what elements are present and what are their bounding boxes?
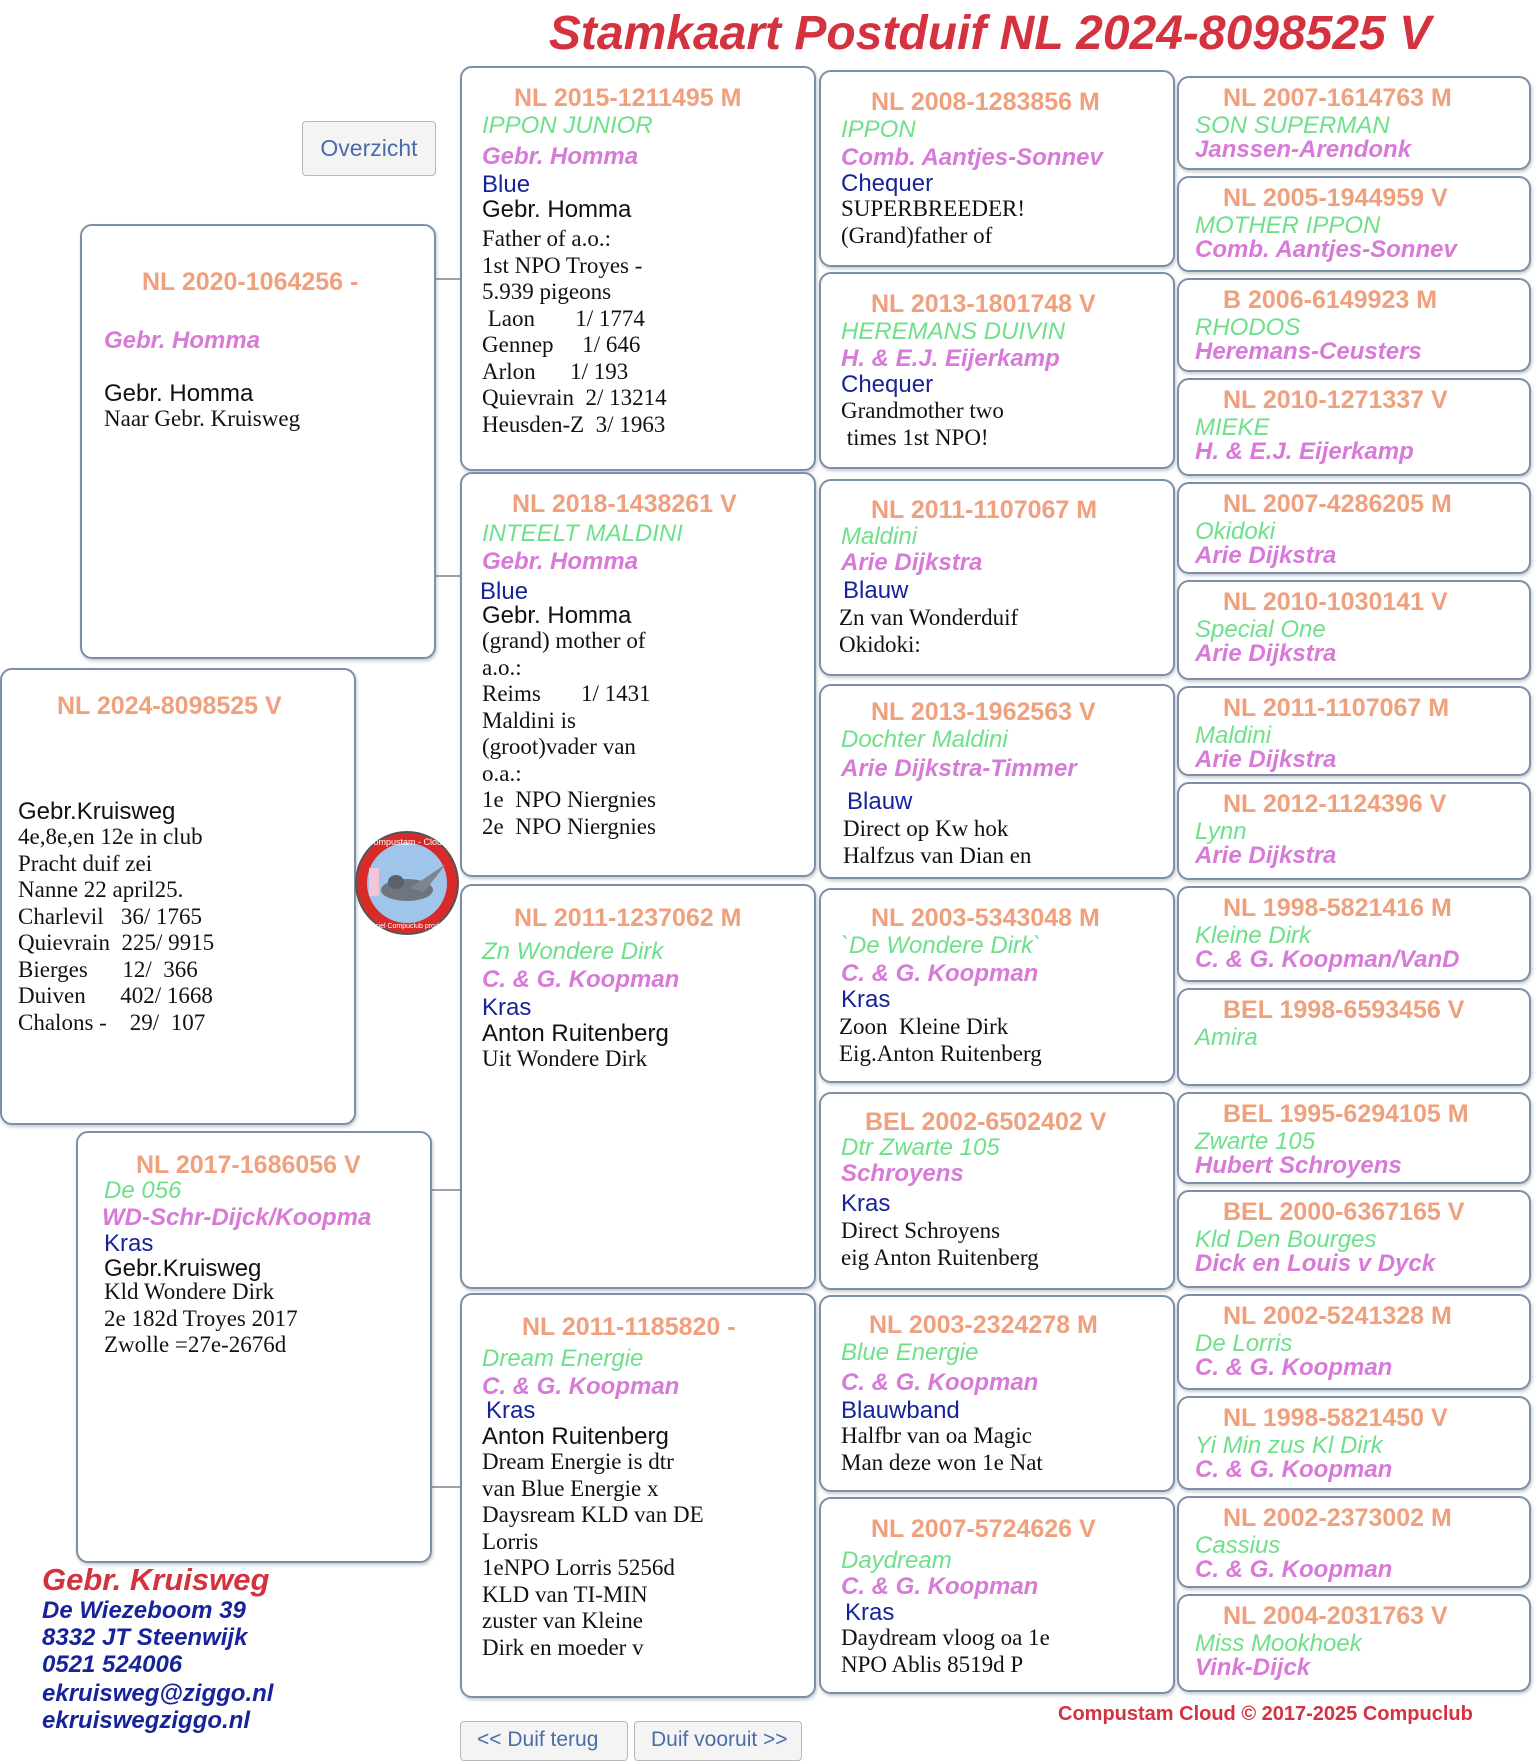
breeder-name: C. & G. Koopman xyxy=(1195,1556,1393,1583)
breeder-name: Janssen-Arendonk xyxy=(1195,136,1412,163)
pigeon-name: IPPON JUNIOR xyxy=(482,112,653,139)
pigeon-name: Cassius xyxy=(1195,1532,1281,1559)
pedigree-notes: Daydream vloog oa 1e NPO Ablis 8519d P xyxy=(841,1625,1050,1677)
color-field: Kras xyxy=(841,986,891,1013)
breeder-name: Gebr. Homma xyxy=(104,327,261,354)
ring-number: NL 2003-2324278 M xyxy=(869,1311,1098,1339)
pigeon-name: `De Wondere Dirk` xyxy=(841,932,1042,959)
pigeon-name: Blue Energie xyxy=(841,1339,979,1366)
pigeon-name: Dochter Maldini xyxy=(841,726,1008,753)
pigeon-card-g10[interactable] xyxy=(1177,988,1531,1086)
pedigree-notes: Direct Schroyens eig Anton Ruitenberg xyxy=(841,1218,1039,1270)
breeder-name: Gebr. Homma xyxy=(482,548,639,575)
pigeon-name: RHODOS xyxy=(1195,314,1301,341)
ring-number: NL 2010-1271337 V xyxy=(1223,386,1448,414)
contact-website-link[interactable]: ekruiswegziggo.nl xyxy=(42,1707,251,1734)
pigeon-card-g14[interactable] xyxy=(1177,1396,1531,1490)
owner-name: Gebr. Homma xyxy=(104,380,254,407)
pigeon-name: Dream Energie xyxy=(482,1345,644,1372)
ring-number: NL 2011-1237062 M xyxy=(514,904,742,932)
ring-number: NL 2012-1124396 V xyxy=(1223,790,1447,818)
ring-number: NL 2007-1614763 M xyxy=(1223,84,1452,112)
pedigree-notes: Halfbr van oa Magic Man deze won 1e Nat xyxy=(841,1423,1043,1475)
pedigree-notes: Naar Gebr. Kruisweg xyxy=(104,406,301,431)
breeder-name: WD-Schr-Dijck/Koopma xyxy=(102,1204,372,1231)
pigeon-card-g13[interactable] xyxy=(1177,1294,1531,1390)
pigeon-card-fm[interactable] xyxy=(460,472,816,877)
owner-name: Gebr. Homma xyxy=(482,196,632,223)
ring-number: NL 2007-5724626 V xyxy=(871,1515,1096,1543)
breeder-name: C. & G. Koopman xyxy=(482,1373,680,1400)
ring-number: BEL 1998-6593456 V xyxy=(1223,996,1465,1024)
pedigree-notes: Dream Energie is dtr van Blue Energie x Daysream KLD van DE Lorris 1eNPO Lorris 5256d KLD van TI-MIN zuster van Kleine Dirk en moeder v xyxy=(482,1449,704,1660)
pedigree-notes: (grand) mother of a.o.: Reims 1/ 1431 Maldini is (groot)vader van o.a.: 1e NPO Niergnies 2e NPO Niergnies xyxy=(482,628,656,839)
pigeon-card-father[interactable] xyxy=(80,224,436,659)
pigeon-name: Special One xyxy=(1195,616,1326,643)
color-field: Kras xyxy=(482,994,532,1021)
pigeon-card-fmm[interactable] xyxy=(819,684,1175,879)
breeder-name: Arie Dijkstra xyxy=(1195,640,1337,667)
pigeon-card-g9[interactable] xyxy=(1177,886,1531,982)
color-field: Chequer xyxy=(841,371,934,398)
ring-number: NL 1998-5821416 M xyxy=(1223,894,1452,922)
pigeon-name: Yi Min zus Kl Dirk xyxy=(1195,1432,1383,1459)
compustam-logo xyxy=(354,830,460,936)
next-pigeon-button[interactable]: Duif vooruit >> xyxy=(634,1721,802,1761)
pigeon-name: Maldini xyxy=(1195,722,1272,749)
color-field: Kras xyxy=(486,1397,536,1424)
color-field: Blauw xyxy=(843,577,909,604)
pedigree-notes: Direct op Kw hok Halfzus van Dian en xyxy=(843,816,1032,868)
breeder-name: Gebr. Homma xyxy=(482,143,639,170)
breeder-name: Schroyens xyxy=(841,1160,964,1187)
logo-text-bottom: officiel Compuclub product xyxy=(365,923,449,930)
pigeon-name: Kleine Dirk xyxy=(1195,922,1312,949)
breeder-name: H. & E.J. Eijerkamp xyxy=(841,345,1060,372)
copyright: Compustam Cloud © 2017-2025 Compuclub xyxy=(1058,1703,1473,1725)
pigeon-name: Lynn xyxy=(1195,818,1247,845)
pigeon-card-ffm[interactable] xyxy=(819,272,1175,469)
pedigree-notes: Father of a.o.: 1st NPO Troyes - 5.939 pigeons Laon 1/ 1774 Gennep 1/ 646 Arlon 1/ 193 Quievrain 2/ 13214 Heusden-Z 3/ 1963 xyxy=(482,226,667,437)
contact-name: Gebr. Kruisweg xyxy=(42,1562,270,1597)
pigeon-card-mother[interactable] xyxy=(76,1131,432,1563)
pigeon-name: INTEELT MALDINI xyxy=(482,520,683,547)
pigeon-name: Zn Wondere Dirk xyxy=(482,938,664,965)
pigeon-card-g15[interactable] xyxy=(1177,1496,1531,1588)
logo-text-top: Compustam - Cloud xyxy=(366,837,448,847)
pigeon-name: MIEKE xyxy=(1195,414,1270,441)
pedigree-notes: Zn van Wonderduif Okidoki: xyxy=(839,605,1019,657)
owner-name: Anton Ruitenberg xyxy=(482,1423,669,1450)
ring-number: NL 1998-5821450 V xyxy=(1223,1404,1448,1432)
color-field: Blauwband xyxy=(841,1397,960,1424)
pigeon-name: Daydream xyxy=(841,1547,952,1574)
pigeon-card-g6[interactable] xyxy=(1177,580,1531,680)
breeder-name: Hubert Schroyens xyxy=(1195,1152,1402,1179)
ring-number: NL 2011-1185820 - xyxy=(522,1313,736,1341)
contact-email-link[interactable]: ekruisweg@ziggo.nl xyxy=(42,1680,274,1707)
pigeon-card-ff[interactable] xyxy=(460,66,816,471)
pigeon-card-mfm[interactable] xyxy=(819,1092,1175,1290)
pigeon-name: Maldini xyxy=(841,523,918,550)
pedigree-notes: Zoon Kleine Dirk Eig.Anton Ruitenberg xyxy=(839,1014,1042,1066)
pigeon-card-g12[interactable] xyxy=(1177,1190,1531,1288)
contact-street: De Wiezeboom 39 xyxy=(42,1597,246,1624)
pigeon-name: Amira xyxy=(1195,1024,1258,1051)
color-field: Kras xyxy=(104,1230,154,1257)
contact-phone: 0521 524006 xyxy=(42,1651,183,1678)
breeder-name: Dick en Louis v Dyck xyxy=(1195,1250,1436,1277)
breeder-name: Heremans-Ceusters xyxy=(1195,338,1422,365)
pigeon-card-g7[interactable] xyxy=(1177,686,1531,776)
ring-number: NL 2003-5343048 M xyxy=(871,904,1100,932)
owner-name: Anton Ruitenberg xyxy=(482,1020,669,1047)
ring-number: BEL 1995-6294105 M xyxy=(1223,1100,1469,1128)
pigeon-card-g11[interactable] xyxy=(1177,1092,1531,1184)
ring-number: NL 2015-1211495 M xyxy=(514,84,742,112)
ring-number: NL 2010-1030141 V xyxy=(1223,588,1448,616)
pedigree-notes: SUPERBREEDER! (Grand)father of xyxy=(841,196,1026,248)
contact-city: 8332 JT Steenwijk xyxy=(42,1624,248,1651)
pigeon-name: HEREMANS DUIVIN xyxy=(841,318,1066,345)
pigeon-name: Okidoki xyxy=(1195,518,1276,545)
pigeon-name: MOTHER IPPON xyxy=(1195,212,1381,239)
pigeon-card-mf[interactable] xyxy=(460,884,816,1289)
pigeon-card-g8[interactable] xyxy=(1177,782,1531,880)
pigeon-card-g4[interactable] xyxy=(1177,378,1531,476)
breeder-name: C. & G. Koopman xyxy=(1195,1456,1393,1483)
ring-number: NL 2013-1962563 V xyxy=(871,698,1096,726)
ring-number: BEL 2002-6502402 V xyxy=(865,1108,1107,1136)
pigeon-card-g2[interactable] xyxy=(1177,176,1531,272)
ring-number: NL 2002-2373002 M xyxy=(1223,1504,1452,1532)
breeder-name: Arie Dijkstra xyxy=(841,549,983,576)
color-field: Chequer xyxy=(841,170,934,197)
pigeon-card-mmf[interactable] xyxy=(819,1295,1175,1492)
pigeon-card-mmm[interactable] xyxy=(819,1497,1175,1694)
color-field: Kras xyxy=(841,1190,891,1217)
owner-name: Gebr. Homma xyxy=(482,602,632,629)
color-field: Blauw xyxy=(847,788,913,815)
breeder-name: C. & G. Koopman/VanD xyxy=(1195,946,1460,973)
ring-number: NL 2011-1107067 M xyxy=(1223,694,1450,722)
pedigree-notes: Uit Wondere Dirk xyxy=(482,1046,648,1071)
pigeon-card-g1[interactable] xyxy=(1177,76,1531,170)
pedigree-notes: Grandmother two times 1st NPO! xyxy=(841,398,1004,450)
breeder-name: Arie Dijkstra xyxy=(1195,542,1337,569)
ring-number: NL 2024-8098525 V xyxy=(57,692,282,720)
breeder-name: Arie Dijkstra-Timmer xyxy=(841,755,1077,782)
pigeon-name: SON SUPERMAN xyxy=(1195,112,1390,139)
overzicht-button[interactable]: Overzicht xyxy=(302,121,436,176)
connector xyxy=(430,1189,464,1191)
breeder-name: H. & E.J. Eijerkamp xyxy=(1195,438,1414,465)
color-field: Blue xyxy=(480,578,529,605)
pigeon-card-g3[interactable] xyxy=(1177,278,1531,372)
pigeon-name: Miss Mookhoek xyxy=(1195,1630,1362,1657)
pigeon-name: De Lorris xyxy=(1195,1330,1293,1357)
ring-number: NL 2007-4286205 M xyxy=(1223,490,1452,518)
pedigree-notes: 4e,8e,en 12e in club Pracht duif zei Nanne 22 april25. Charlevil 36/ 1765 Quievrain 225/ 9915 Bierges 12/ 366 Duiven 402/ 1668 Chalons - 29/ 107 xyxy=(18,824,215,1035)
pigeon-name: Kld Den Bourges xyxy=(1195,1226,1377,1253)
pigeon-card-fmf[interactable] xyxy=(819,479,1175,676)
ring-number: NL 2020-1064256 - xyxy=(142,268,359,296)
owner-name: Gebr.Kruisweg xyxy=(18,798,176,825)
ring-number: NL 2018-1438261 V xyxy=(512,490,737,518)
ring-number: NL 2004-2031763 V xyxy=(1223,1602,1448,1630)
color-field: Kras xyxy=(845,1599,895,1626)
ring-number: NL 2011-1107067 M xyxy=(871,496,1098,524)
breeder-name: C. & G. Koopman xyxy=(1195,1354,1393,1381)
ring-number: NL 2008-1283856 M xyxy=(871,88,1100,116)
breeder-name: Comb. Aantjes-Sonnev xyxy=(841,144,1103,171)
owner-name: Gebr.Kruisweg xyxy=(104,1255,262,1282)
ring-number: B 2006-6149923 M xyxy=(1223,286,1438,314)
pigeon-name: Dtr Zwarte 105 xyxy=(841,1134,1000,1161)
pigeon-card-g16[interactable] xyxy=(1177,1594,1531,1692)
page-title: Stamkaart Postduif NL 2024-8098525 V xyxy=(548,7,1432,60)
breeder-name: Arie Dijkstra xyxy=(1195,746,1337,773)
ring-number: NL 2013-1801748 V xyxy=(871,290,1096,318)
ring-number: BEL 2000-6367165 V xyxy=(1223,1198,1465,1226)
color-field: Blue xyxy=(482,171,531,198)
pigeon-card-mm[interactable] xyxy=(460,1293,816,1698)
ring-number: NL 2017-1686056 V xyxy=(136,1151,361,1179)
ring-number: NL 2005-1944959 V xyxy=(1223,184,1448,212)
pigeon-name: IPPON xyxy=(841,116,916,143)
connector xyxy=(430,1486,464,1488)
pigeon-card-subject[interactable] xyxy=(0,668,356,1125)
breeder-name: Vink-Dijck xyxy=(1195,1654,1311,1681)
breeder-name: Arie Dijkstra xyxy=(1195,842,1337,869)
pedigree-notes: Kld Wondere Dirk 2e 182d Troyes 2017 Zwolle =27e-2676d xyxy=(104,1279,298,1357)
ring-number: NL 2002-5241328 M xyxy=(1223,1302,1452,1330)
breeder-name: C. & G. Koopman xyxy=(841,1369,1039,1396)
pigeon-card-fff[interactable] xyxy=(819,70,1175,267)
breeder-name: C. & G. Koopman xyxy=(841,1573,1039,1600)
breeder-name: C. & G. Koopman xyxy=(841,960,1039,987)
pigeon-name: De 056 xyxy=(104,1177,182,1204)
previous-pigeon-button[interactable]: << Duif terug xyxy=(460,1721,628,1761)
pigeon-name: Zwarte 105 xyxy=(1195,1128,1316,1155)
pigeon-card-mff[interactable] xyxy=(819,888,1175,1083)
breeder-name: C. & G. Koopman xyxy=(482,966,680,993)
pigeon-card-g5[interactable] xyxy=(1177,482,1531,574)
breeder-name: Comb. Aantjes-Sonnev xyxy=(1195,236,1457,263)
